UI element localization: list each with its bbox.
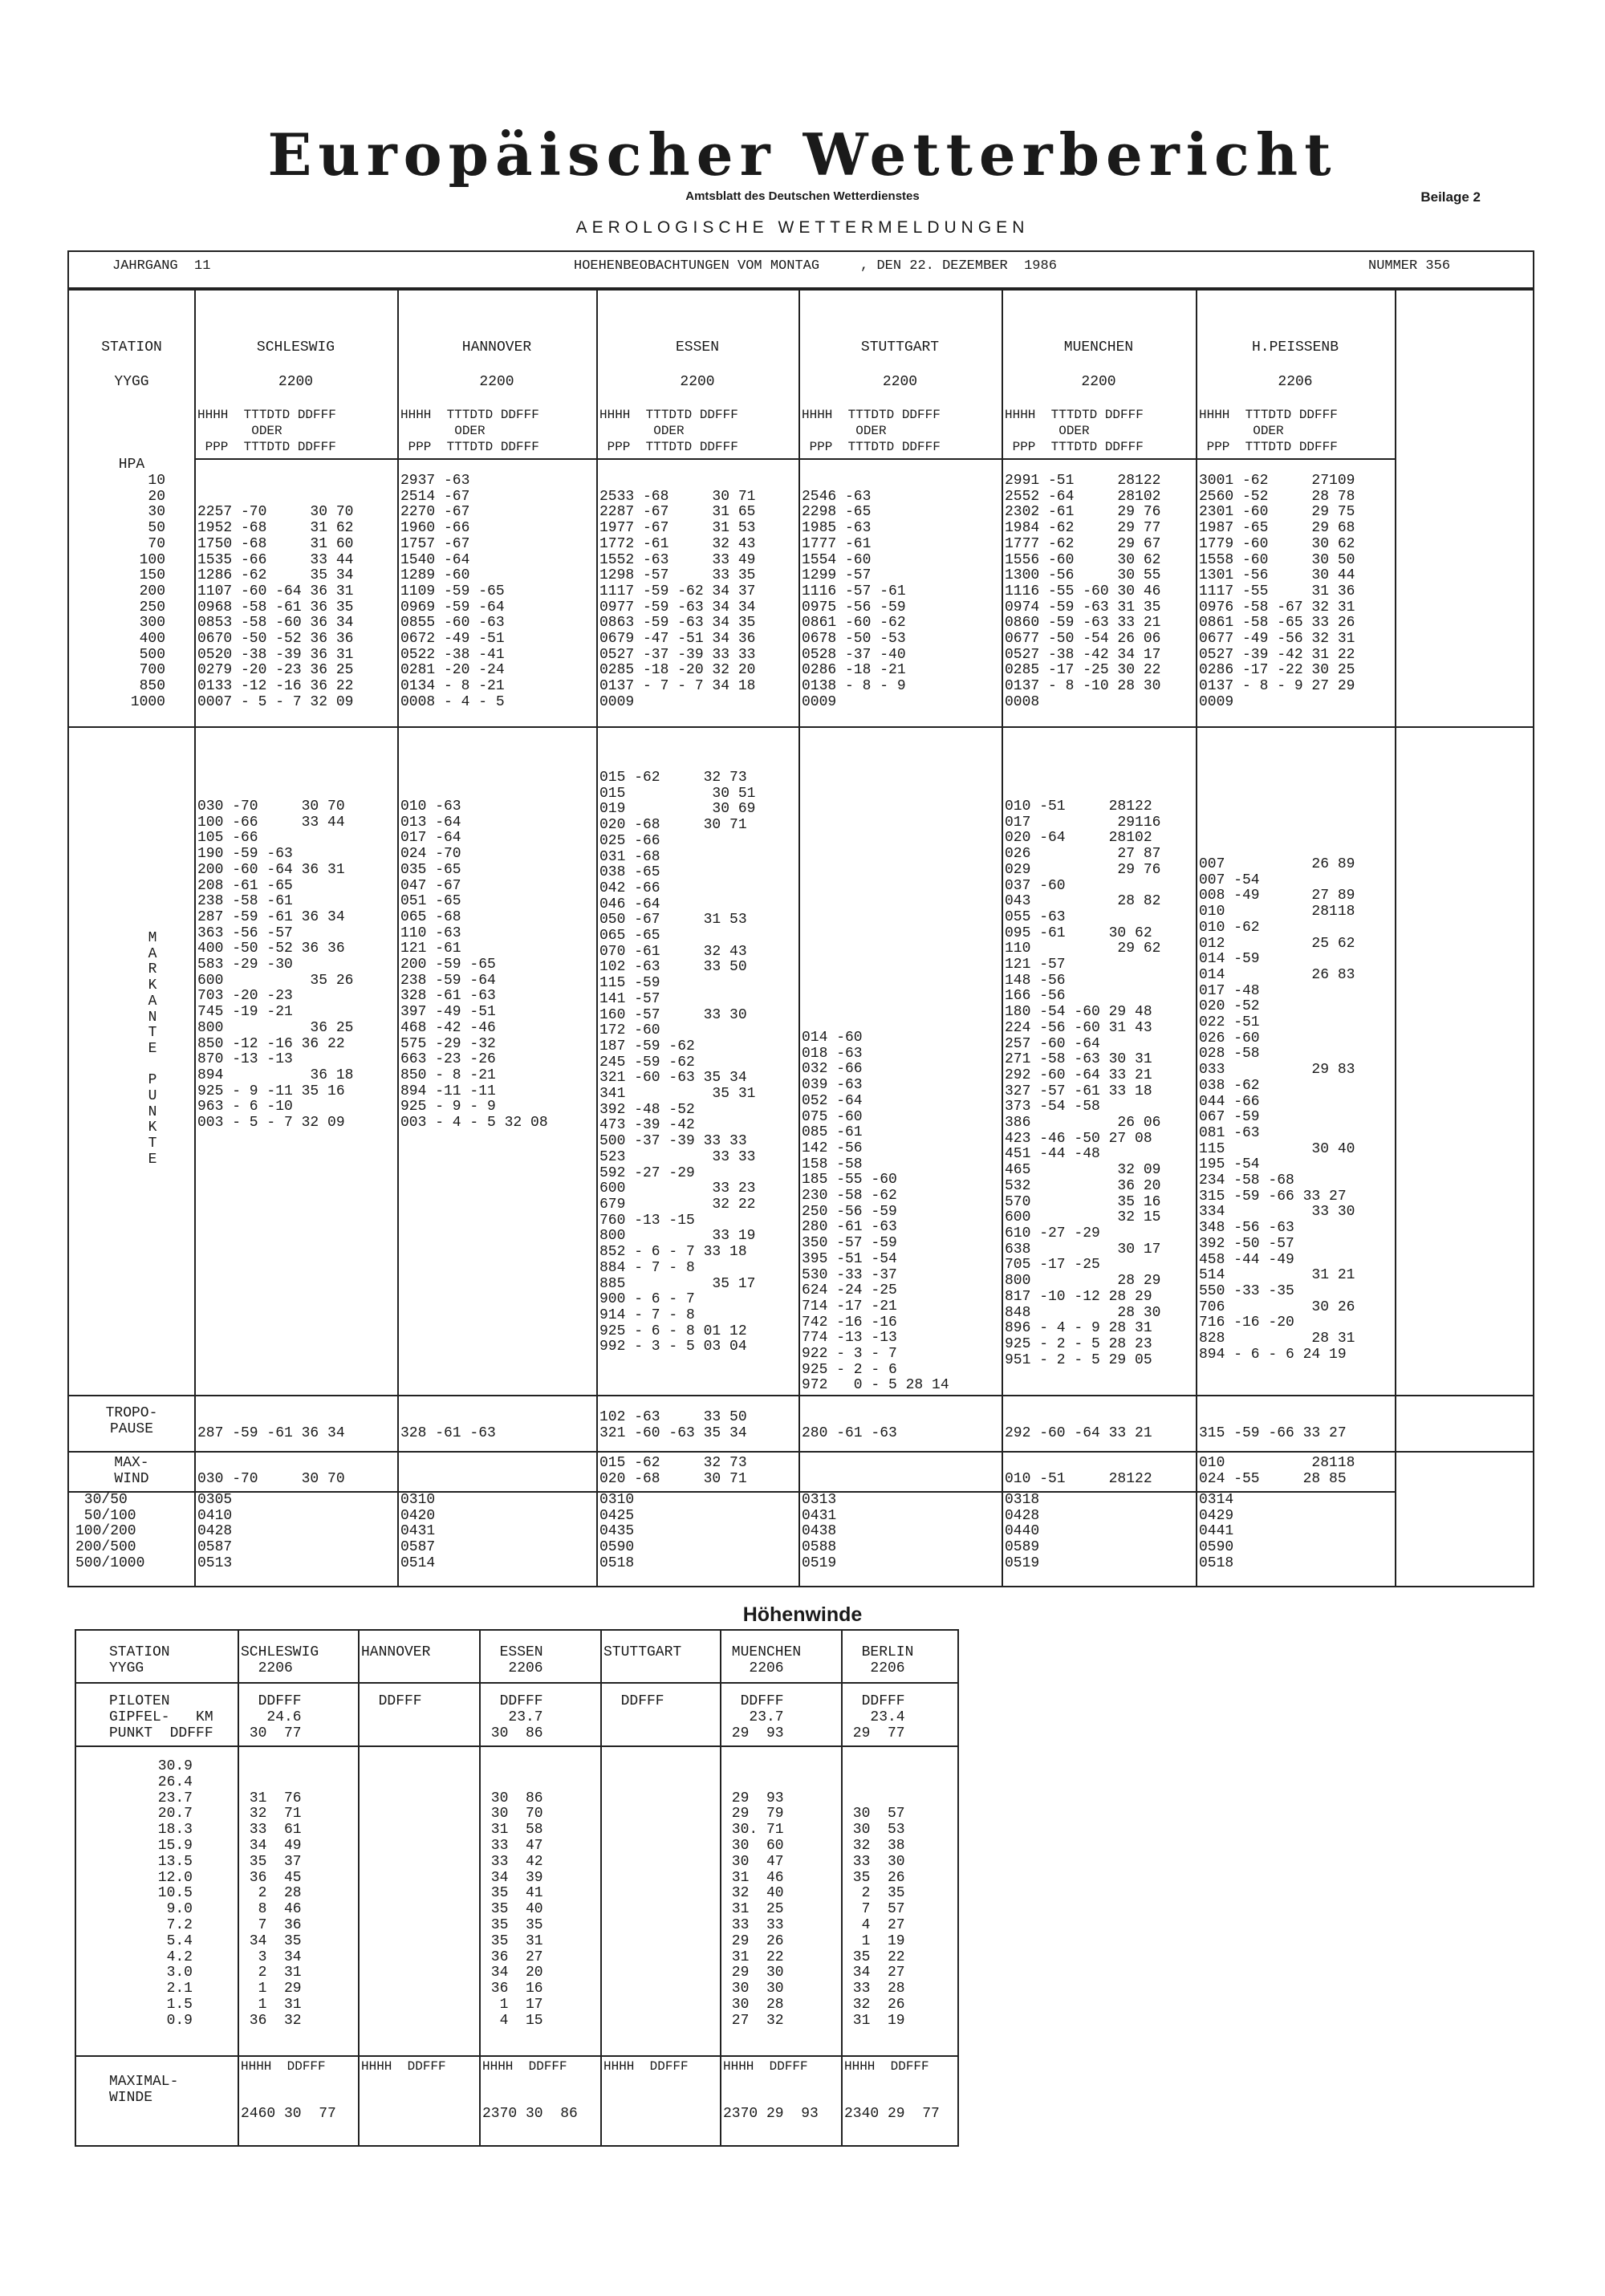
maxwind-label: MAX- WIND — [114, 1455, 149, 1487]
hw-max-label: MAXIMAL- WINDE — [109, 2074, 179, 2106]
maxwind-data: 030 -70 30 70 — [197, 1470, 345, 1487]
maxwind-data: 015 -62 32 73 020 -68 30 71 — [599, 1455, 747, 1487]
column-divider — [798, 289, 800, 1587]
row-divider — [75, 1682, 959, 1684]
column-header: HHHH TTTDTD DDFFF ODER PPP TTTDTD DDFFF — [802, 408, 941, 454]
hw-piloten: DDFFF 23.7 29 93 — [731, 1693, 784, 1741]
row-divider — [67, 1395, 1534, 1396]
hw-wind-data: 29 93 29 79 30. 71 30 60 30 47 31 46 32 40 31 25 33 33 29 26 31 22 29 30 30 30 30 28 27 32 — [731, 1790, 784, 2029]
station-yygg: 2200 — [1081, 374, 1116, 390]
thickness-data: 0314 0429 0441 0590 0518 — [1199, 1492, 1234, 1571]
row-divider — [67, 1451, 1534, 1453]
column-divider — [194, 289, 196, 1587]
hw-station-name: MUENCHEN 2206 — [731, 1644, 802, 1676]
column-divider — [720, 1629, 721, 2147]
row-divider — [194, 458, 1395, 460]
hoehenwinde-title: Höhenwinde — [742, 1603, 863, 1626]
hw-max-header: HHHH DDFFF — [723, 2059, 808, 2074]
yygg-label: YYGG — [114, 374, 149, 390]
standard-levels-data: 2937 -63 2514 -67 2270 -67 1960 -66 1757 -67 1540 -64 1289 -60 1109 -59 -65 0969 -59 -64 0855 -60 -63 0672 -49 -51 0522 -38 -41 0281 -20 -24 0134 - 8 -21 0008 - 4 - 5 — [400, 473, 505, 710]
hw-max-values: 2340 29 77 — [844, 2106, 940, 2122]
hw-station-name: BERLIN 2206 — [861, 1644, 914, 1676]
hw-max-header: HHHH DDFFF — [844, 2059, 929, 2074]
row-divider — [67, 726, 1534, 728]
hw-max-header: HHHH DDFFF — [361, 2059, 446, 2074]
standard-levels-data: 2257 -70 30 70 1952 -68 31 62 1750 -68 31 60 1535 -66 33 44 1286 -62 35 34 1107 -60 -64 36 31 0968 -58 -61 36 35 0853 -58 -60 36 34 0670 -50 -52 36 36 0520 -38 -39 36 31 0279 -20 -23 36 25 0133 -12 -16 36 22 0007 - 5 - 7 32 09 — [197, 504, 354, 710]
hw-piloten: DDFFF — [361, 1693, 422, 1709]
column-divider — [841, 1629, 843, 2147]
thickness-data: 0318 0428 0440 0589 0519 — [1005, 1492, 1040, 1571]
tropopause-data: 328 -61 -63 — [400, 1424, 496, 1441]
thickness-data: 0313 0431 0438 0588 0519 — [802, 1492, 837, 1571]
maxwind-data: 010 -51 28122 — [1005, 1470, 1152, 1487]
observation-date: HOEHENBEOBACHTUNGEN VOM MONTAG , DEN 22. DEZEMBER 1986 — [574, 258, 1057, 274]
hw-max-header: HHHH DDFFF — [482, 2059, 567, 2074]
hw-station-name: SCHLESWIG 2206 — [241, 1644, 319, 1676]
jahrgang: JAHRGANG 11 — [112, 258, 211, 274]
page-title: Europäischer Wetterbericht — [267, 120, 1338, 189]
station-yygg: 2206 — [1278, 374, 1313, 390]
column-header: HHHH TTTDTD DDFFF ODER PPP TTTDTD DDFFF — [197, 408, 336, 454]
column-divider — [358, 1629, 360, 2147]
standard-levels-data: 2546 -63 2298 -65 1985 -63 1777 -61 1554 -60 1299 -57 1116 -57 -61 0975 -56 -59 0861 -60 -62 0678 -50 -53 0528 -37 -40 0286 -18 -21 0138 - 8 - 9 0009 — [802, 488, 906, 710]
column-divider — [238, 1629, 239, 2147]
column-header: HHHH TTTDTD DDFFF ODER PPP TTTDTD DDFFF — [1199, 408, 1338, 454]
station-yygg: 2200 — [278, 374, 314, 390]
hpa-label: HPA — [118, 457, 145, 473]
standard-levels-data: 2991 -51 28122 2552 -64 28102 2302 -61 29 76 1984 -62 29 77 1777 -62 29 67 1556 -60 30 62 1300 -56 30 55 1116 -55 -60 30 46 0974 -59 -63 31 35 0860 -59 -63 33 21 0677 -50 -54 26 06 0527 -38 -42 34 17 0285 -17 -25 30 22 0137 - 8 -10 28 30 0008 — [1005, 473, 1161, 710]
hw-piloten: DDFFF 23.7 30 86 — [490, 1693, 543, 1741]
hw-max-header: HHHH DDFFF — [241, 2059, 326, 2074]
thickness-labels: 30/50 50/100 100/200 200/500 500/1000 — [75, 1492, 145, 1571]
tropopause-data: 102 -63 33 50 321 -60 -63 35 34 — [599, 1409, 747, 1441]
hw-max-values: 2460 30 77 — [241, 2106, 336, 2122]
station-yygg: 2200 — [882, 374, 918, 390]
column-divider — [1395, 289, 1396, 1587]
column-divider — [1002, 289, 1003, 1587]
station-yygg: 2200 — [479, 374, 514, 390]
hw-piloten: DDFFF — [603, 1693, 664, 1709]
tropopause-data: 287 -59 -61 36 34 — [197, 1424, 345, 1441]
pressure-levels: 10 20 30 50 70 100 150 200 250 300 400 500 700 850 1000 — [130, 473, 165, 710]
column-divider — [479, 1629, 481, 2147]
thickness-data: 0305 0410 0428 0587 0513 — [197, 1492, 233, 1571]
beilage-label: Beilage 2 — [1420, 189, 1481, 205]
hw-station-name: HANNOVER — [361, 1644, 431, 1660]
row-divider — [75, 1745, 959, 1747]
hw-max-header: HHHH DDFFF — [603, 2059, 689, 2074]
tropopause-label: TROPO- PAUSE — [105, 1405, 158, 1437]
significant-points-data: 007 26 89 007 -54 008 -49 27 89 010 28118 010 -62 012 25 62 014 -59 014 26 83 017 -48 020 -52 022 -51 026 -60 028 -58 033 29 83 038 -62 044 -66 067 -59 081 -63 115 30 40 195 -54 234 -58 -68 315 -59 -66 33 27 334 33 30 348 -56 -63 392 -50 -57 458 -44 -49 514 31 21 550 -33 -35 706 30 26 716 -16 -20 828 28 31 894 - 6 - 6 24 19 — [1199, 856, 1355, 1363]
section-title: AEROLOGISCHE WETTERMELDUNGEN — [575, 218, 1030, 237]
column-header: HHHH TTTDTD DDFFF ODER PPP TTTDTD DDFFF — [599, 408, 738, 454]
station-name: HANNOVER — [461, 339, 532, 356]
station-label: STATION — [101, 339, 162, 356]
column-divider — [596, 289, 598, 1587]
subtitle: Amtsblatt des Deutschen Wetterdienstes — [685, 189, 920, 203]
maxwind-data: 010 28118 024 -55 28 85 — [1199, 1455, 1355, 1487]
station-name: H.PEISSENB — [1251, 339, 1339, 356]
hw-station-label: STATION YYGG — [109, 1644, 170, 1676]
station-name: MUENCHEN — [1063, 339, 1134, 356]
thickness-data: 0310 0420 0431 0587 0514 — [400, 1492, 436, 1571]
column-divider — [397, 289, 399, 1587]
standard-levels-data: 2533 -68 30 71 2287 -67 31 65 1977 -67 31 53 1772 -61 32 43 1552 -63 33 49 1298 -57 33 35 1117 -59 -62 34 37 0977 -59 -63 34 34 0863 -59 -63 34 35 0679 -47 -51 34 36 0527 -37 -39 33 33 0285 -18 -20 32 20 0137 - 7 - 7 34 18 0009 — [599, 488, 756, 710]
significant-points-data: 030 -70 30 70 100 -66 33 44 105 -66 190 -59 -63 200 -60 -64 36 31 208 -61 -65 238 -58 -61 287 -59 -61 36 34 363 -56 -57 400 -50 -52 36 36 583 -29 -30 600 35 26 703 -20 -23 745 -19 -21 800 36 25 850 -12 -16 36 22 870 -13 -13 894 36 18 925 - 9 -11 35 16 963 - 6 -10 003 - 5 - 7 32 09 — [197, 799, 354, 1132]
hw-piloten-label: PILOTEN GIPFEL- KM PUNKT DDFFF — [109, 1693, 213, 1741]
hw-max-values: 2370 30 86 — [482, 2106, 578, 2122]
hw-wind-data: 30 57 30 53 32 38 33 30 35 26 2 35 7 57 4 27 1 19 35 22 34 27 33 28 32 26 31 19 — [852, 1806, 905, 2029]
column-divider — [600, 1629, 602, 2147]
significant-points-data: 010 -51 28122 017 29116 020 -64 28102 026 27 87 029 29 76 037 -60 043 28 82 055 -63 095 -61 30 62 110 29 62 121 -57 148 -56 166 -56 180 -54 -60 29 48 224 -56 -60 31 43 257 -60 -64 271 -58 -63 30 31 292 -60 -64 33 21 327 -57 -61 33 18 373 -54 -58 386 26 06 423 -46 -50 27 08 451 -44 -48 465 32 09 532 36 20 570 35 16 600 32 15 610 -27 -29 638 30 17 705 -17 -25 800 28 29 817 -10 -12 28 29 848 28 30 896 - 4 - 9 28 31 925 - 2 - 5 28 23 951 - 2 - 5 29 05 — [1005, 799, 1161, 1368]
standard-levels-data: 3001 -62 27109 2560 -52 28 78 2301 -60 29 75 1987 -65 29 68 1779 -60 30 62 1558 -60 30 50 1301 -56 30 44 1117 -55 31 36 0976 -58 -67 32 31 0861 -58 -65 33 26 0677 -49 -56 32 31 0527 -39 -42 31 22 0286 -17 -22 30 25 0137 - 8 - 9 27 29 0009 — [1199, 473, 1355, 710]
tropopause-data: 292 -60 -64 33 21 — [1005, 1424, 1152, 1441]
station-name: SCHLESWIG — [256, 339, 335, 356]
markante-punkte-label: M A R K A N T E P U N K T E — [148, 930, 157, 1168]
hw-wind-data: 31 76 32 71 33 61 34 49 35 37 36 45 2 28 8 46 7 36 34 35 3 34 2 31 1 29 1 31 36 32 — [249, 1790, 302, 2029]
significant-points-data: 010 -63 013 -64 017 -64 024 -70 035 -65 047 -67 051 -65 065 -68 110 -63 121 -61 200 -59 -65 238 -59 -64 328 -61 -63 397 -49 -51 468 -42 -46 575 -29 -32 663 -23 -26 850 - 8 -21 894 -11 -11 925 - 9 - 9 003 - 4 - 5 32 08 — [400, 799, 548, 1132]
station-name: ESSEN — [675, 339, 719, 356]
issue-number: NUMMER 356 — [1368, 258, 1451, 274]
hw-piloten: DDFFF 23.4 29 77 — [852, 1693, 905, 1741]
hw-wind-data: 30 86 30 70 31 58 33 47 33 42 34 39 35 41 35 40 35 35 35 31 36 27 34 20 36 16 1 17 4 15 — [490, 1790, 543, 2029]
significant-points-data: 015 -62 32 73 015 30 51 019 30 69 020 -68 30 71 025 -66 031 -68 038 -65 042 -66 046 -64 050 -67 31 53 065 -65 070 -61 32 43 102 -63 33 50 115 -59 141 -57 160 -57 33 30 172 -60 187 -59 -62 245 -59 -62 321 -60 -63 35 34 341 35 31 392 -48 -52 473 -39 -42 500 -37 -39 33 33 523 33 33 592 -27 -29 600 33 23 679 32 22 760 -13 -15 800 33 19 852 - 6 - 7 33 18 884 - 7 - 8 885 35 17 900 - 6 - 7 914 - 7 - 8 925 - 6 - 8 01 12 992 - 3 - 5 03 04 — [599, 770, 756, 1355]
station-name: STUTTGART — [860, 339, 940, 356]
column-divider — [1196, 289, 1197, 1587]
significant-points-data: 014 -60 018 -63 032 -66 039 -63 052 -64 075 -60 085 -61 142 -56 158 -58 185 -55 -60 230 -58 -62 250 -56 -59 280 -61 -63 350 -57 -59 395 -51 -54 530 -33 -37 624 -24 -25 714 -17 -21 742 -16 -16 774 -13 -13 922 - 3 - 7 925 - 2 - 6 972 0 - 5 28 14 — [802, 1030, 949, 1394]
thickness-data: 0310 0425 0435 0590 0518 — [599, 1492, 635, 1571]
row-divider — [75, 2055, 959, 2057]
hw-piloten: DDFFF 24.6 30 77 — [249, 1693, 302, 1741]
hw-station-name: ESSEN 2206 — [499, 1644, 543, 1676]
column-header: HHHH TTTDTD DDFFF ODER PPP TTTDTD DDFFF — [1005, 408, 1144, 454]
tropopause-data: 315 -59 -66 33 27 — [1199, 1424, 1347, 1441]
row-divider — [67, 1491, 1395, 1493]
tropopause-data: 280 -61 -63 — [802, 1424, 897, 1441]
station-yygg: 2200 — [680, 374, 715, 390]
hw-max-values: 2370 29 93 — [723, 2106, 819, 2122]
column-header: HHHH TTTDTD DDFFF ODER PPP TTTDTD DDFFF — [400, 408, 539, 454]
hw-altitudes: 30.9 26.4 23.7 20.7 18.3 15.9 13.5 12.0 10.5 9.0 7.2 5.4 4.2 3.0 2.1 1.5 0.9 — [157, 1758, 193, 2029]
hw-station-name: STUTTGART — [603, 1644, 682, 1660]
